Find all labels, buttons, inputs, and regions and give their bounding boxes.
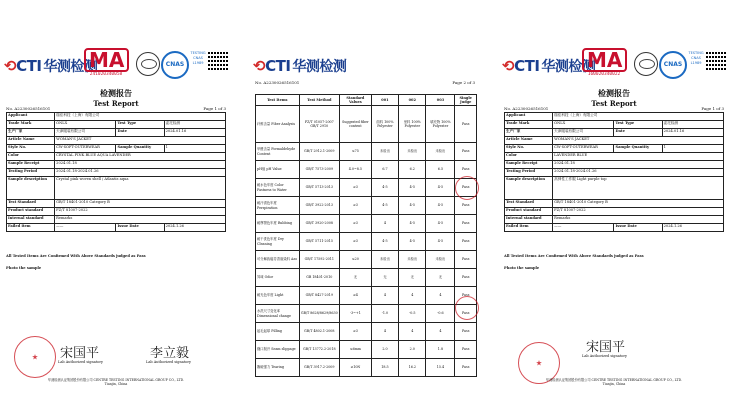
info-value: 2024.01.18 [553,161,724,169]
info-label: Test Type [116,121,164,129]
column-header: Standard Values [339,95,371,106]
table-row [256,251,477,269]
ma-mark [84,48,128,77]
info-value: Crystal pink woven shell / Atlantis aqua [55,177,226,200]
info-value: Remarks [553,216,724,224]
qr-code-icon [706,50,726,70]
ma-number: 241020340058 [89,72,123,77]
info-label: Applicant [7,113,55,121]
info-value: CW-SOFT-OUTERWEAR [55,145,116,153]
table-cell: Pass [455,305,477,323]
cti-logo-text: CTI [514,57,540,75]
table-cell: 4 [399,287,426,305]
info-value: LAVENDER BLUE [553,153,724,161]
info-label: Test Standard [7,200,55,208]
info-value: Remarks [55,216,226,224]
report-page-1 [0,46,232,396]
info-value: 天津服装有限公司 [553,129,614,137]
info-value: FZ/T 81007-2022 [55,208,226,216]
info-value: 委托检测 [662,121,723,129]
column-header: 003 [426,95,455,106]
report-number: No. A2230026516101 [255,80,300,85]
table-row [256,305,477,323]
table-cell: ≥3 [339,197,371,215]
footer-line-2: Tianjin, China [104,382,128,386]
signatory-label-left: Lab Authorized signatory [58,360,104,364]
table-cell: Pass [455,143,477,161]
info-row [505,177,724,200]
info-row [505,137,724,145]
table-cell: -3~+1 [339,305,371,323]
info-value: 2024.1.26 [662,224,723,232]
info-row [7,169,226,177]
table-cell: 甲醛含量 Formaldehyde Content [256,143,300,161]
info-label: Article Name [505,137,553,145]
info-label: Date [116,129,164,137]
sample-photo-label: Photo the sample [504,266,540,270]
table-cell: -0.5 [399,305,426,323]
table-row [256,161,477,179]
info-label: Product standard [7,208,55,216]
table-cell: 未检出 [399,143,426,161]
table-cell: 无 [399,269,426,287]
table-cell: Pass [455,197,477,215]
info-row [505,129,724,137]
cti-arrow-icon: ⟲ [502,57,515,75]
info-label: Testing Period [7,169,55,177]
info-row [7,137,226,145]
table-cell: 6.2 [399,161,426,179]
info-value: 1 [164,145,225,153]
table-cell: 未检出 [426,251,455,269]
title-zh: 检测报告 [598,88,630,98]
info-label: Internal standard [505,216,553,224]
table-cell: 填充物 100% Polyester [426,106,455,143]
table-cell: Pass [455,215,477,233]
table-cell: ≥3 [339,323,371,341]
testing-cnas-mark: TESTING CNAS L1989 [190,51,206,65]
info-label: Sample Quantity [116,145,164,153]
info-row [505,208,724,216]
info-row [7,121,226,129]
title-en: Test Report [591,99,637,108]
report-info-table [6,112,226,232]
table-cell: 4-5 [399,215,426,233]
table-cell: 4 [371,323,398,341]
passed-statement: All Tested Items Are Confirmed With Above Standards judged as Pass [504,254,644,258]
cti-arrow-icon: ⟲ [253,57,266,75]
cti-logo-cn: 华测检测 [43,59,98,75]
page-number: Page 1 of 3 [203,106,226,111]
page-number: Page 2 of 3 [452,80,475,85]
table-cell: FZ/T 01057-2007 GB/T 2910 [299,106,339,143]
info-row [7,200,226,208]
info-label: Applicant [505,113,553,121]
info-value: 1 [662,145,723,153]
ma-number: 160020340022 [587,72,621,77]
info-value: GB/T 18401-2010 Category B [55,200,226,208]
info-label: Issue Date [116,224,164,232]
signature-left: 宋国平 [60,346,100,361]
red-seal-stamp [14,336,56,378]
table-cell: ≤6mm [339,341,371,359]
info-row [7,113,226,121]
info-value: WOMAN'S JACKET [55,137,226,145]
signature-right: 李立毅 [150,346,190,361]
table-cell: 4 [426,323,455,341]
cti-logo-text: CTI [265,57,291,75]
table-cell: GB/T 7573-2009 [299,161,339,179]
info-label: Internal standard [7,216,55,224]
table-row [256,179,477,197]
info-value: CRYSTAL PINK BLUE AQUA LAVENDER [55,153,226,161]
info-row [7,216,226,224]
table-cell: 耐干洗色牢度 Dry Cleaning [256,233,300,251]
ma-logo: MA [582,48,627,72]
table-cell: GB/T 3920-2008 [299,215,339,233]
table-cell: Suggested fiber content [339,106,371,143]
red-seal-stamp [455,296,479,320]
table-cell: 4-5 [399,233,426,251]
info-value: 2024.01.16 [164,129,225,137]
table-cell: Pass [455,287,477,305]
table-cell: GB/T 8628/8629/8630 [299,305,339,323]
info-row [505,121,724,129]
table-cell: 缝口脱开 Seam slippage [256,341,300,359]
table-row [256,323,477,341]
info-label: Test Standard [505,200,553,208]
info-label: Style No. [7,145,55,153]
table-cell: 耐汗渍色牢度 Perspiration [256,197,300,215]
table-cell: GB/T 3917.2-2009 [299,359,339,377]
page-number: Page 1 of 3 [701,106,724,111]
info-value: FZ/T 81007-2022 [553,208,724,216]
table-row [256,143,477,161]
report-number: No. A2230026516101 [504,106,549,111]
info-value: 瑞佳科技（上海）有限公司 [553,113,724,121]
testing-cnas-mark: TESTING CNAS L1989 [688,51,704,65]
table-row [256,233,477,251]
ilac-mra-icon [634,52,658,76]
table-cell: -0.6 [426,305,455,323]
table-cell: 水洗尺寸变化率 Dimensional change [256,305,300,323]
table-cell: 面料 100% Polyester [371,106,398,143]
info-label: Failed item [505,224,553,232]
table-cell: 异味 Odor [256,269,300,287]
report-number: No. A2230026516101 [6,106,51,111]
table-cell: 里料 100% Polyester [399,106,426,143]
info-row [7,129,226,137]
info-row [7,161,226,169]
info-value: —— [553,224,614,232]
footer-line-1: 华测检测认证集团股份有限公司 CENTRE TESTING INTERNATIONAL GROUP CO., LTD. [47,378,185,382]
table-cell: 4-5 [426,197,455,215]
cti-logo-cn: 华测检测 [541,59,596,75]
info-value: 2024.01.18-2024.01.26 [553,169,724,177]
ma-logo: MA [84,48,129,72]
table-cell: 16.2 [399,359,426,377]
signature-left: 宋国平 [586,340,626,355]
table-cell: 撕破强力 Tearing [256,359,300,377]
table-cell: Pass [455,341,477,359]
table-cell: 纤维含量 Fiber Analysis [256,106,300,143]
table-cell: Pass [455,323,477,341]
table-cell: 耐水色牢度 Color Fastness to Water [256,179,300,197]
report-footer [498,378,730,386]
table-row [256,341,477,359]
report-title [498,88,730,108]
info-label: Color [7,153,55,161]
table-row [256,287,477,305]
report-header [498,46,730,86]
table-cell: ≤75 [339,143,371,161]
table-cell: GB/T 4802.1-2008 [299,323,339,341]
report-title [0,88,232,108]
table-cell: 6.7 [371,161,398,179]
table-cell: 无 [339,269,371,287]
table-cell: 15.4 [426,359,455,377]
table-cell: ≥10N [339,359,371,377]
table-cell: 4-5 [426,179,455,197]
info-label: Color [505,153,553,161]
info-value: ONLX [55,121,116,129]
table-cell: ≤20 [339,251,371,269]
table-cell: 无 [426,269,455,287]
info-value: 2024.01.16 [662,129,723,137]
report-header [0,46,232,86]
table-cell: Pass [455,269,477,287]
table-cell: ≥3 [339,233,371,251]
cti-logo [253,56,346,76]
info-row [7,145,226,153]
cnas-logo: CNAS [659,51,687,79]
table-cell: 4 [399,323,426,341]
table-cell: Pass [455,179,477,197]
info-row [505,113,724,121]
info-value: WOMAN'S JACKET [553,137,724,145]
report-header [249,46,481,84]
column-header: 002 [399,95,426,106]
table-cell: 6.5 [426,161,455,179]
info-label: Trade Mark [505,121,553,129]
info-value: ONLX [553,121,614,129]
table-cell: 未检出 [399,251,426,269]
info-value: 2024.1.26 [164,224,225,232]
table-cell: 可分解致癌芳香胺染料 Azo [256,251,300,269]
table-cell: Pass [455,161,477,179]
info-label: Sample description [505,177,553,200]
info-value: 2024.01.18-2024.01.26 [55,169,226,177]
report-page-2 [249,46,481,396]
info-value: 高弹性工作服 Light purple top [553,177,724,200]
cti-logo-text: CTI [16,57,42,75]
column-header: Test Items [256,95,300,106]
table-cell: ≥3 [339,215,371,233]
table-cell: 18.5 [371,359,398,377]
info-row [505,216,724,224]
table-cell: 耐光色牢度 Light [256,287,300,305]
info-row [505,169,724,177]
info-label: Sample Receipt [505,161,553,169]
table-cell: GB/T 3922-2013 [299,197,339,215]
table-cell: 2.0 [371,341,398,359]
table-cell: 4 [371,287,398,305]
info-label: Product standard [505,208,553,216]
column-header: Single Judge [455,95,477,106]
info-row [7,208,226,216]
test-results-table [255,94,477,377]
info-label: Article Name [7,137,55,145]
table-cell: 耐摩擦色牢度 Rubbing [256,215,300,233]
table-cell: GB/T 5711-2015 [299,233,339,251]
info-label: 生产厂家 [7,129,55,137]
table-cell: Pass [455,106,477,143]
ilac-mra-icon [136,52,160,76]
cti-arrow-icon: ⟲ [4,57,17,75]
table-row [256,197,477,215]
info-value: —— [55,224,116,232]
table-cell: 4-5 [426,233,455,251]
info-value: GB/T 18401-2010 Category B [553,200,724,208]
info-label: Test Type [614,121,662,129]
info-label: Date [614,129,662,137]
table-cell: Pass [455,233,477,251]
table-cell: 2.0 [399,341,426,359]
table-cell: GB/T 2912.1-2009 [299,143,339,161]
red-seal-stamp [455,176,479,200]
info-label: Style No. [505,145,553,153]
info-row [7,177,226,200]
info-row [505,224,724,232]
table-cell: Pass [455,359,477,377]
column-header: 001 [371,95,398,106]
table-cell: -1.0 [371,305,398,323]
footer-line-2: Tianjin, China [602,382,626,386]
table-cell: GB/T 5713-2013 [299,179,339,197]
table-cell: 4-5 [399,197,426,215]
passed-statement: All Tested Items Are Confirmed With Above Standards judged as Pass [6,254,146,258]
table-cell: GB/T 17592-2011 [299,251,339,269]
report-footer [0,378,232,386]
table-cell: GB 18401-2010 [299,269,339,287]
signatory-label-right: Lab Authorized signatory [146,360,192,364]
table-cell: GB/T 13772.2-2018 [299,341,339,359]
sample-photo-label: Photo the sample [6,266,42,270]
table-cell: 4-5 [426,215,455,233]
info-label: 生产厂家 [505,129,553,137]
info-value: 天津服装有限公司 [55,129,116,137]
footer-line-1: 华测检测认证集团股份有限公司 CENTRE TESTING INTERNATIONAL GROUP CO., LTD. [545,378,683,382]
table-cell: 4-5 [399,179,426,197]
report-info-table [504,112,724,232]
info-row [505,145,724,153]
table-cell: 4-5 [371,233,398,251]
table-cell: 起毛起球 Pilling [256,323,300,341]
table-row [256,215,477,233]
table-header-row [256,95,477,106]
table-cell: 4-5 [371,179,398,197]
column-header: Test Method [299,95,339,106]
table-cell: 4 [426,287,455,305]
info-value: CW-SOFT-OUTERWEAR [553,145,614,153]
report-page-3 [498,46,730,396]
info-label: Failed item [7,224,55,232]
table-cell: 无 [371,269,398,287]
info-value: 2024.01.18 [55,161,226,169]
cnas-logo: CNAS [161,51,189,79]
table-cell: ≥3 [339,179,371,197]
info-label: Trade Mark [7,121,55,129]
info-label: Testing Period [505,169,553,177]
table-cell: 未检出 [371,143,398,161]
info-row [505,153,724,161]
table-cell: 未检出 [371,251,398,269]
qr-code-icon [208,50,228,70]
table-cell: 4.0~8.5 [339,161,371,179]
table-cell: pH值 pH Value [256,161,300,179]
info-value: 委托检测 [164,121,225,129]
info-row [505,161,724,169]
info-row [7,153,226,161]
info-label: Sample Quantity [614,145,662,153]
info-label: Sample description [7,177,55,200]
table-cell: 4 [371,215,398,233]
signatory-label-left: Lab Authorized signatory [582,354,628,358]
ma-mark [582,48,626,77]
table-cell: ≥4 [339,287,371,305]
info-row [505,200,724,208]
table-row [256,269,477,287]
title-zh: 检测报告 [100,88,132,98]
title-en: Test Report [93,99,139,108]
info-label: Sample Receipt [7,161,55,169]
table-cell: GB/T 8427-2019 [299,287,339,305]
info-value: 瑞佳科技（上海）有限公司 [55,113,226,121]
table-row [256,359,477,377]
table-cell: 未检出 [426,143,455,161]
info-row [7,224,226,232]
table-cell: Pass [455,251,477,269]
info-label: Issue Date [614,224,662,232]
cti-logo-cn: 华测检测 [292,59,347,75]
table-cell: 1.8 [426,341,455,359]
table-row [256,106,477,143]
table-cell: 4-5 [371,197,398,215]
